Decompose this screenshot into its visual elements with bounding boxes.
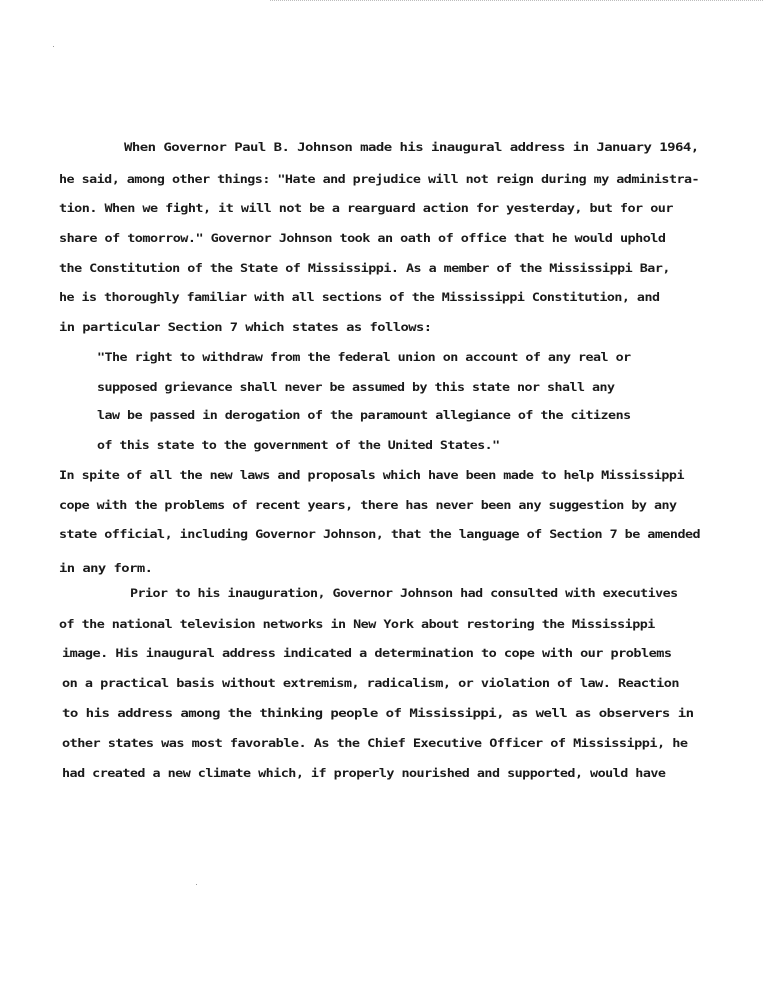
quote-line: "The right to withdraw from the federal union on account of any real or	[97, 350, 631, 364]
quote-line: supposed grievance shall never be assumed by this state nor shall any	[97, 380, 615, 394]
paragraph-1-line: tion. When we fight, it will not be a rearguard action for yesterday, but for our	[59, 201, 673, 215]
paragraph-3-line: had created a new climate which, if properly nourished and supported, would have	[62, 766, 666, 780]
paragraph-2-line: In spite of all the new laws and proposals which have been made to help Mississippi	[59, 468, 684, 482]
paragraph-2-line: state official, including Governor Johnson, that the language of Section 7 be amended	[59, 527, 701, 541]
paragraph-3-line: of the national television networks in New York about restoring the Mississippi	[59, 617, 655, 631]
paragraph-1-line: he is thoroughly familiar with all sections of the Mississippi Constitution, and	[59, 290, 660, 304]
paragraph-3-line: to his address among the thinking people of Mississippi, as well as observers in	[62, 706, 694, 720]
scan-speck	[196, 884, 197, 885]
paragraph-3-line: image. His inaugural address indicated a determination to cope with our problems	[62, 646, 672, 660]
paragraph-1-line: When Governor Paul B. Johnson made his inaugural address in January 1964,	[124, 140, 699, 154]
top-edge-dots	[270, 0, 763, 3]
paragraph-1-line: he said, among other things: "Hate and prejudice will not reign during my administra-	[59, 172, 700, 186]
paragraph-3-line: on a practical basis without extremism, radicalism, or violation of law. Reaction	[62, 676, 679, 690]
paragraph-3-line: other states was most favorable. As the Chief Executive Officer of Mississippi, he	[62, 736, 688, 750]
paragraph-2-line: cope with the problems of recent years, there has never been any suggestion by any	[59, 498, 677, 512]
paragraph-3-line: Prior to his inauguration, Governor Johnson had consulted with executives	[130, 586, 678, 600]
paragraph-1-line: in particular Section 7 which states as follows:	[59, 320, 432, 334]
quote-line: law be passed in derogation of the paramount allegiance of the citizens	[97, 408, 631, 422]
paragraph-1-line: share of tomorrow." Governor Johnson took an oath of office that he would uphold	[59, 231, 666, 245]
paragraph-2-line: in any form.	[59, 561, 153, 575]
scan-speck	[53, 46, 54, 47]
paragraph-1-line: the Constitution of the State of Mississippi. As a member of the Mississippi Bar,	[59, 261, 670, 275]
quote-line: of this state to the government of the United States."	[97, 438, 500, 452]
